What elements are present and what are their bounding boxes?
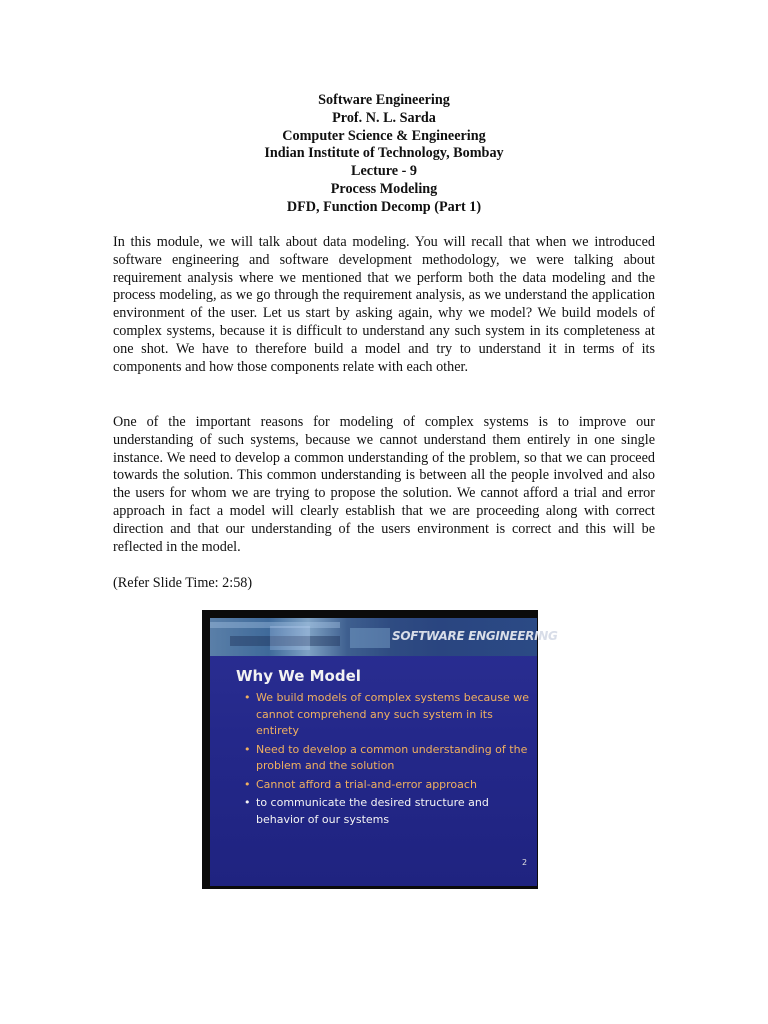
lecture-subtopic: DFD, Function Decomp (Part 1) — [286, 198, 482, 215]
lecture-header — [0, 92, 768, 217]
professor-name: Prof. N. L. Sarda — [332, 109, 436, 126]
slide-bullet: • to communicate the desired structure and behavior of our systems — [244, 795, 534, 828]
slide-number: 2 — [522, 858, 528, 867]
lecture-number: Lecture - 9 — [351, 163, 417, 180]
slide-bullet-list — [244, 690, 534, 830]
slide-title: Why We Model — [236, 667, 361, 685]
banner-chip-graphic — [350, 628, 390, 648]
refer-slide-time: (Refer Slide Time: 2:58) — [113, 575, 253, 591]
slide-bullet: • Need to develop a common understanding of the problem and the solution — [244, 742, 534, 775]
department-name: Computer Science & Engineering — [282, 127, 486, 144]
paragraph-2: One of the important reasons for modeling of complex systems is to improve our understanding of such systems, because we cannot understand them entirely in one single instance. We need to develop a common understanding of the problem, so that we can proceed towards the solution. This common understanding is between all the people involved and also the users for whom we are trying to propose the solution. We cannot afford a trial and error approach in fact a model will clearly establish that we are proceeding along with correct direction and that our understanding of the users environment is correct and this will be reflected in the model. — [113, 414, 655, 555]
course-title: Software Engineering — [318, 92, 450, 108]
lecture-topic: Process Modeling — [330, 180, 438, 197]
slide-bullet: • We build models of complex systems because we cannot comprehend any such system in its entirety — [244, 690, 534, 740]
slide-bullet: • Cannot afford a trial-and-error approach — [244, 777, 534, 794]
slide-background — [210, 618, 558, 886]
institute-name: Indian Institute of Technology, Bombay — [264, 145, 504, 162]
slide-image — [202, 610, 558, 889]
banner-decoration — [270, 626, 310, 650]
paragraph-1: In this module, we will talk about data modeling. You will recall that when we introduced software engineering and software development methodology, we were talking about requirement analysis where we mentioned that we perform both the data modeling and the process modeling, as we go through the requirement analysis, as we understand the application environment of the user. Let us start by asking again, why we model? We build models of complex systems, because it is difficult to understand any such system in its completeness at one shot. We have to therefore build a model and try to understand it in terms of its components and how those components relate with each other. — [113, 234, 655, 375]
slide-banner — [210, 618, 558, 656]
banner-title: SOFTWARE ENGINEERING — [392, 629, 558, 643]
